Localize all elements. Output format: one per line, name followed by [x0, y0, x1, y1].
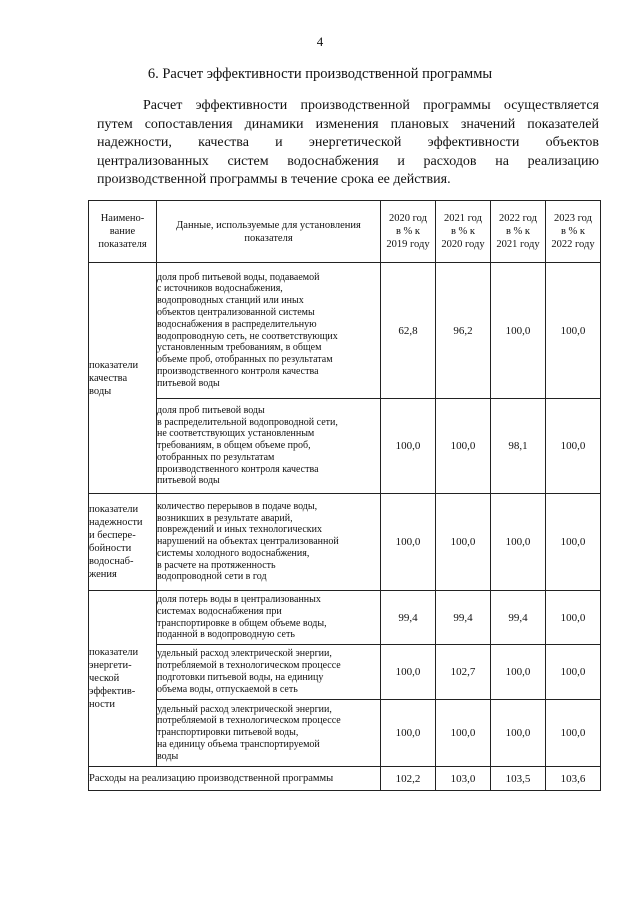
header-2022: 2022 год в % к 2021 году	[491, 201, 546, 263]
value-2022: 100,0	[491, 263, 546, 399]
table-row	[89, 494, 601, 591]
value-2020: 100,0	[381, 399, 436, 494]
value-2022: 99,4	[491, 591, 546, 645]
row-description: доля проб питьевой воды в распределительной водопроводной сети, не соответствующих установленным требованиям, в общем объеме проб, отобранных по результатам производственного контроля качества питьевой воды	[157, 399, 381, 494]
value-2020: 100,0	[381, 645, 436, 700]
row-description: удельный расход электрической энергии, потребляемой в технологическом процессе подготовки питьевой воды, на единицу объема воды, отпускаемой в сеть	[157, 645, 381, 700]
row-description: удельный расход электрической энергии, потребляемой в технологическом процессе транспортировки питьевой воды, на единицу объема транспортируемой воды	[157, 700, 381, 767]
value-2021: 100,0	[436, 399, 491, 494]
value-2021: 100,0	[436, 494, 491, 591]
value-2020: 99,4	[381, 591, 436, 645]
intro-paragraph: Расчет эффективности производственной программы осуществляется путем сопоставления динамики изменения плановых значений показателей надежности, качества и энергетической эффективности объектов централизованных систем водоснабжения и расходов на реализацию производственной программы в течение срока ее действия.	[97, 98, 599, 187]
row-description: доля проб питьевой воды, подаваемой с источников водоснабжения, водопроводных станций или иных объектов централизованной системы водоснабжения в распределительную водопроводную сеть, не соответствующих установленным требованиям, в общем объеме проб, отобранных по результатам производственного контроля качества питьевой воды	[157, 263, 381, 399]
header-data-used: Данные, используемые для установления показателя	[157, 201, 381, 263]
header-2023: 2023 год в % к 2022 году	[546, 201, 601, 263]
value-2022: 100,0	[491, 700, 546, 767]
header-indicator-name: Наимено- вание показателя	[89, 201, 157, 263]
total-2023: 103,6	[546, 767, 601, 791]
table-total-row	[89, 767, 601, 791]
section-title: 6. Расчет эффективности производственной программы	[147, 66, 493, 82]
value-2022: 98,1	[491, 399, 546, 494]
row-description: количество перерывов в подаче воды, возникших в результате аварий, повреждений и иных технологических нарушений на объектах централизованной системы холодного водоснабжения, в расчете на протяженность водопроводной сети в год	[157, 494, 381, 591]
table-row	[89, 700, 601, 767]
page-number: 4	[316, 34, 324, 49]
value-2022: 100,0	[491, 645, 546, 700]
total-2020: 102,2	[381, 767, 436, 791]
group-label-reliability: показатели надежности и беспере- бойности водоснаб- жения	[89, 494, 157, 591]
value-2023: 100,0	[546, 700, 601, 767]
value-2021: 102,7	[436, 645, 491, 700]
value-2023: 100,0	[546, 645, 601, 700]
group-label-energy: показатели энергети- ческой эффектив- ности	[89, 591, 157, 767]
header-2020: 2020 год в % к 2019 году	[381, 201, 436, 263]
total-2021: 103,0	[436, 767, 491, 791]
table-header-row	[89, 201, 601, 263]
value-2023: 100,0	[546, 591, 601, 645]
efficiency-table	[88, 200, 601, 791]
value-2020: 100,0	[381, 700, 436, 767]
value-2020: 100,0	[381, 494, 436, 591]
value-2020: 62,8	[381, 263, 436, 399]
row-description: доля потерь воды в централизованных системах водоснабжения при транспортировке в общем объеме воды, поданной в водопроводную сеть	[157, 591, 381, 645]
value-2022: 100,0	[491, 494, 546, 591]
table-row	[89, 399, 601, 494]
value-2021: 96,2	[436, 263, 491, 399]
value-2023: 100,0	[546, 263, 601, 399]
table-row	[89, 263, 601, 399]
total-2022: 103,5	[491, 767, 546, 791]
total-label: Расходы на реализацию производственной программы	[89, 767, 381, 791]
group-label-quality: показатели качества воды	[89, 263, 157, 494]
value-2021: 100,0	[436, 700, 491, 767]
value-2023: 100,0	[546, 399, 601, 494]
value-2021: 99,4	[436, 591, 491, 645]
table-row	[89, 645, 601, 700]
value-2023: 100,0	[546, 494, 601, 591]
header-2021: 2021 год в % к 2020 году	[436, 201, 491, 263]
table-row	[89, 591, 601, 645]
